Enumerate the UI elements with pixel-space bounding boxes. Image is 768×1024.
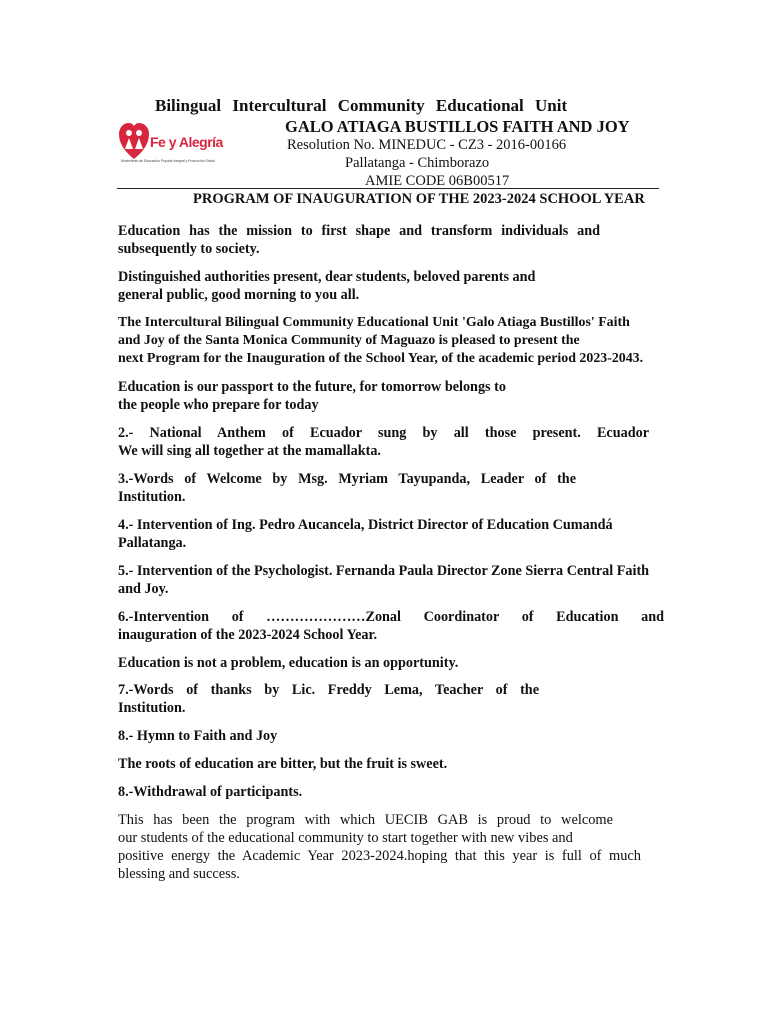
paragraph-line: Distinguished authorities present, dear students, beloved parents and (118, 269, 536, 285)
program-item-national-anthem (118, 424, 649, 460)
program-item-psychologist (118, 562, 649, 598)
paragraph-line: Education is our passport to the future, for tomorrow belongs to (118, 379, 506, 395)
paragraph-line: The Intercultural Bilingual Community Educational Unit 'Galo Atiaga Bustillos' Faith (118, 315, 630, 330)
location: Pallatanga - Chimborazo (345, 155, 490, 171)
paragraph-line: our students of the educational community to start together with new vibes and (118, 830, 573, 846)
paragraph-line: inauguration of the 2023-2024 School Year. (118, 627, 378, 643)
heart-people-icon (118, 121, 150, 161)
paragraph-line: 7.-Words of thanks by Lic. Freddy Lema, Teacher of the (118, 682, 539, 698)
paragraph-line: Education has the mission to first shape and transform individuals and (118, 223, 600, 239)
paragraph-line: positive energy the Academic Year 2023-2024.hoping that this year is full of much (118, 848, 641, 864)
mission-paragraph (118, 222, 600, 258)
paragraph-line: We will sing all together at the mamallakta. (118, 443, 381, 459)
paragraph-line: 6.-Intervention of …………………Zonal Coordinator of Education and (118, 609, 664, 625)
paragraph-line: subsequently to society. (118, 241, 260, 257)
closing-paragraph (118, 811, 641, 883)
paragraph-line: The roots of education are bitter, but the fruit is sweet. (118, 756, 448, 772)
program-item-withdrawal (118, 783, 302, 801)
roots-quote (118, 755, 447, 773)
paragraph-line: the people who prepare for today (118, 397, 319, 413)
greeting-paragraph (118, 268, 535, 304)
paragraph-line: and Joy of the Santa Monica Community of Maguazo is pleased to present the (118, 333, 580, 348)
paragraph-line: general public, good morning to you all. (118, 287, 360, 303)
program-item-district-director (118, 516, 613, 552)
introduction-paragraph (118, 314, 643, 368)
paragraph-line: Institution. (118, 489, 186, 505)
paragraph-line: blessing and success. (118, 866, 240, 882)
fe-y-alegria-logo (118, 121, 228, 169)
paragraph-line: 5.- Intervention of the Psychologist. Fernanda Paula Director Zone Sierra Central Faith (118, 563, 650, 579)
paragraph-line: Pallatanga. (118, 535, 187, 551)
amie-code: AMIE CODE 06B00517 (365, 173, 510, 189)
logo-tagline: Movimiento de Educación Popular Integral y Promoción Social (121, 159, 215, 163)
paragraph-line: Education is not a problem, education is an opportunity. (118, 655, 459, 671)
paragraph-line: 3.-Words of Welcome by Msg. Myriam Tayupanda, Leader of the (118, 471, 576, 487)
paragraph-line: and Joy. (118, 581, 169, 597)
program-item-thanks (118, 681, 539, 717)
program-item-welcome (118, 470, 576, 506)
resolution-number: Resolution No. MINEDUC - CZ3 - 2016-00166 (287, 137, 567, 153)
paragraph-line: 8.- Hymn to Faith and Joy (118, 728, 278, 744)
opportunity-quote (118, 654, 458, 672)
program-title: PROGRAM OF INAUGURATION OF THE 2023-2024 SCHOOL YEAR (193, 191, 645, 207)
paragraph-line: 2.- National Anthem of Ecuador sung by all those present. Ecuador (118, 425, 649, 441)
paragraph-line: This has been the program with which UECIB GAB is proud to welcome (118, 812, 613, 828)
paragraph-line: 8.-Withdrawal of participants. (118, 784, 303, 800)
passport-quote (118, 378, 506, 414)
paragraph-line: 4.- Intervention of Ing. Pedro Aucancela, District Director of Education Cumandá (118, 517, 613, 533)
unit-title: Bilingual Intercultural Community Educational Unit (155, 96, 568, 115)
paragraph-line: Institution. (118, 700, 186, 716)
program-item-zonal-coordinator (118, 608, 664, 644)
header-divider (117, 188, 659, 189)
paragraph-line: next Program for the Inauguration of the School Year, of the academic period 2023-2043. (118, 351, 644, 366)
school-name: GALO ATIAGA BUSTILLOS FAITH AND JOY (285, 117, 630, 136)
logo-wordmark: Fe y Alegría (150, 134, 223, 150)
program-item-hymn (118, 727, 277, 745)
